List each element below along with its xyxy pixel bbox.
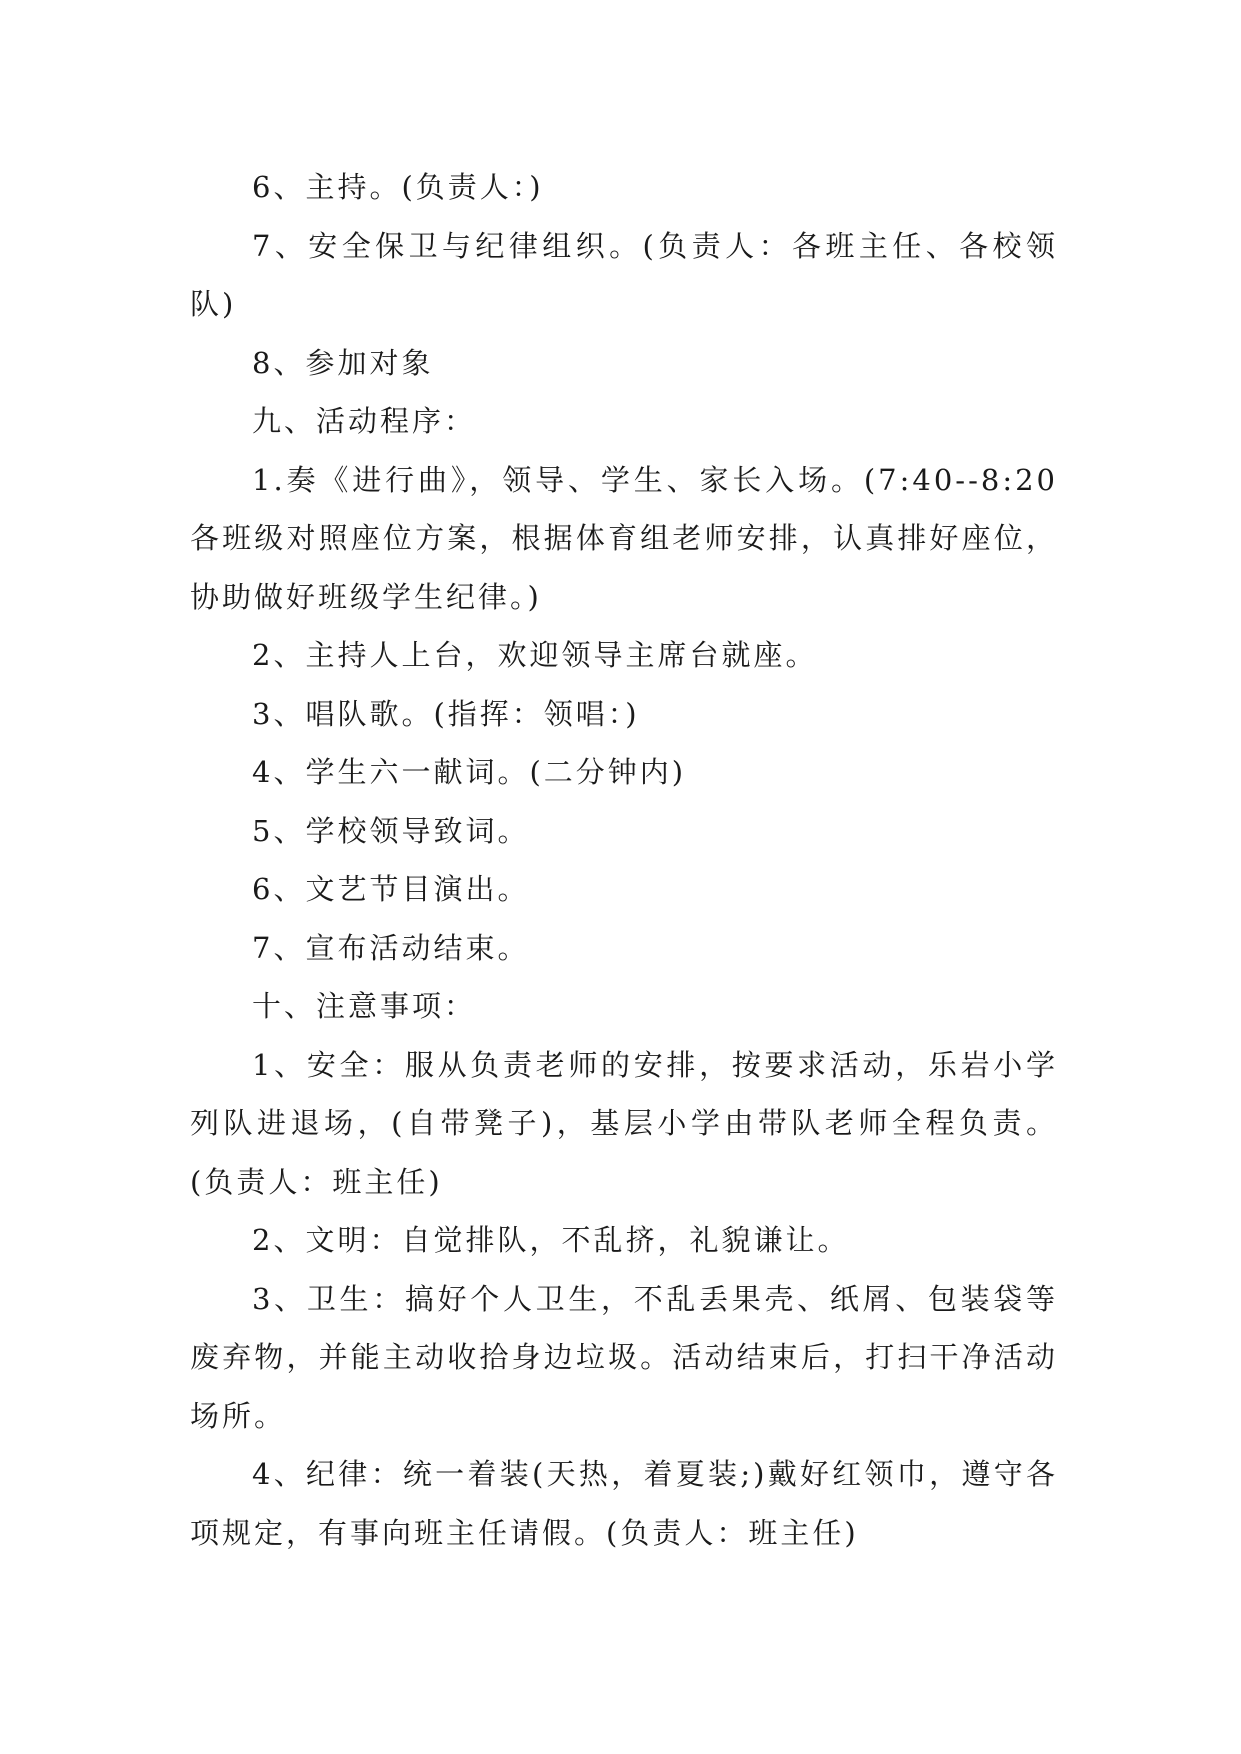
paragraph-procedure-4: 4、学生六一献词。(二分钟内) [252, 755, 687, 789]
paragraph-procedure-7: 7、宣布活动结束。 [252, 930, 530, 965]
paragraph-host: 6、主持。(负责人：) [252, 170, 544, 204]
paragraph-procedure-1: 1.奏《进行曲》，领导、学生、家长入场。(7:40--8:20各班级对照座位方案，根据体育组老师安排，认真排好座位，协助做好班级学生纪律。) [190, 462, 1058, 614]
document-body [190, 158, 1058, 1562]
paragraph-note-safety: 1、安全：服从负责老师的安排，按要求活动，乐岩小学列队进退场，(自带凳子)，基层小学由带队老师全程负责。(负责人：班主任) [190, 1047, 1058, 1199]
section-heading-procedure: 九、活动程序： [252, 404, 477, 438]
paragraph-note-civility: 2、文明：自觉排队，不乱挤，礼貌谦让。 [252, 1223, 850, 1257]
paragraph-note-discipline: 4、纪律：统一着装(天热，着夏装;)戴好红领巾，遵守各项规定，有事向班主任请假。(负责人：班主任) [190, 1457, 1058, 1550]
paragraph-procedure-5: 5、学校领导致词。 [252, 813, 530, 848]
paragraph-security: 7、安全保卫与纪律组织。(负责人：各班主任、各校领队) [190, 228, 1058, 321]
section-heading-notes: 十、注意事项： [252, 989, 477, 1023]
paragraph-procedure-3: 3、唱队歌。(指挥：领唱：) [252, 696, 640, 731]
paragraph-participants: 8、参加对象 [252, 345, 434, 380]
paragraph-note-hygiene: 3、卫生：搞好个人卫生，不乱丢果壳、纸屑、包装袋等废弃物，并能主动收拾身边垃圾。活动结束后，打扫干净活动场所。 [190, 1281, 1058, 1433]
paragraph-procedure-6: 6、文艺节目演出。 [252, 872, 530, 906]
paragraph-procedure-2: 2、主持人上台，欢迎领导主席台就座。 [252, 638, 818, 672]
